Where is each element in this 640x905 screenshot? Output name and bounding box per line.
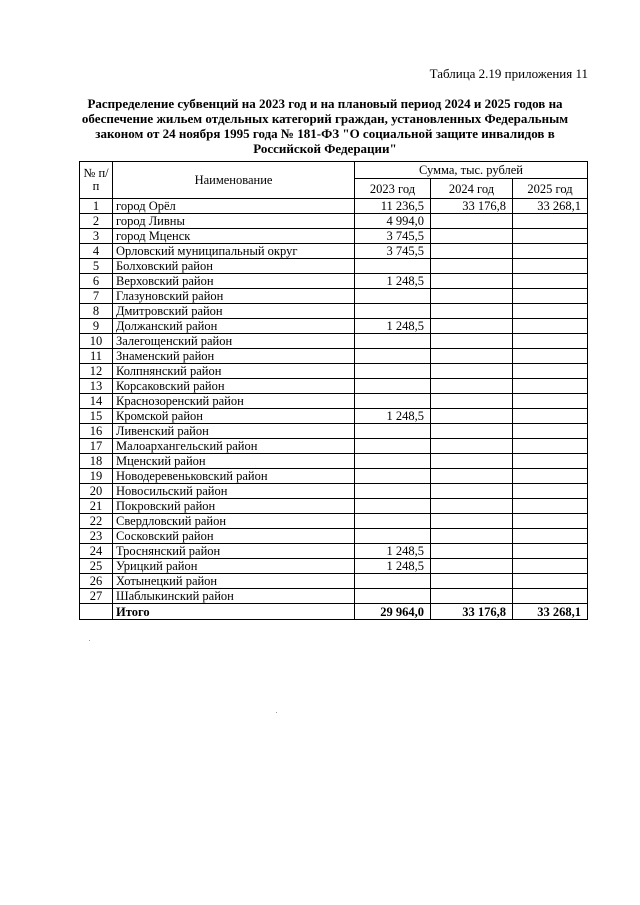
row-2024 [431,544,513,559]
row-2025 [513,244,588,259]
row-name: Должанский район [113,319,355,334]
row-2024 [431,454,513,469]
row-2025: 33 268,1 [513,199,588,214]
row-name: Хотынецкий район [113,574,355,589]
row-number: 27 [80,589,113,604]
scan-speck [89,640,90,641]
row-2024 [431,214,513,229]
row-name: Новосильский район [113,484,355,499]
row-name: Урицкий район [113,559,355,574]
row-2023 [355,439,431,454]
table-row [80,199,588,214]
row-number: 24 [80,544,113,559]
row-2024 [431,589,513,604]
row-number: 12 [80,364,113,379]
table-row [80,454,588,469]
row-2023 [355,469,431,484]
header-2025: 2025 год [513,179,588,199]
row-2024 [431,574,513,589]
row-2023 [355,259,431,274]
row-name: Сосковский район [113,529,355,544]
table-reference: Таблица 2.19 приложения 11 [429,66,588,81]
table-row [80,424,588,439]
table-row [80,289,588,304]
row-2025 [513,514,588,529]
table-row [80,379,588,394]
row-number: 6 [80,274,113,289]
row-number: 8 [80,304,113,319]
row-2023 [355,289,431,304]
row-2024 [431,229,513,244]
row-2024 [431,514,513,529]
table-row [80,529,588,544]
row-2023: 3 745,5 [355,244,431,259]
total-2023: 29 964,0 [355,604,431,620]
row-2025 [513,394,588,409]
row-2025 [513,469,588,484]
table-row [80,559,588,574]
row-2025 [513,214,588,229]
row-2023: 1 248,5 [355,319,431,334]
row-2023: 11 236,5 [355,199,431,214]
table-row [80,439,588,454]
row-2025 [513,259,588,274]
table-body [80,199,588,620]
row-number: 15 [80,409,113,424]
row-2025 [513,364,588,379]
row-2023 [355,589,431,604]
scan-speck [276,712,277,713]
row-number: 11 [80,349,113,364]
row-number: 9 [80,319,113,334]
table-row [80,229,588,244]
total-number [80,604,113,620]
total-label: Итого [113,604,355,620]
row-number: 26 [80,574,113,589]
row-2025 [513,409,588,424]
row-2023 [355,349,431,364]
table-row [80,214,588,229]
row-name: Корсаковский район [113,379,355,394]
row-2024 [431,409,513,424]
row-number: 10 [80,334,113,349]
row-2024 [431,259,513,274]
row-name: Малоархангельский район [113,439,355,454]
document-title: Распределение субвенций на 2023 год и на плановый период 2024 и 2025 годов на обеспечение жильем отдельных категорий граждан, установленных Федеральным законом от 24 ноября 1995 года № 181-ФЗ "О социальной защите инвалидов в Российской Федерации" [81,96,569,156]
row-number: 23 [80,529,113,544]
row-2023 [355,454,431,469]
row-name: Знаменский район [113,349,355,364]
row-number: 13 [80,379,113,394]
table-row [80,514,588,529]
row-name: Свердловский район [113,514,355,529]
row-name: Ливенский район [113,424,355,439]
row-2025 [513,289,588,304]
row-2024 [431,484,513,499]
row-2023 [355,334,431,349]
row-2025 [513,274,588,289]
row-number: 25 [80,559,113,574]
row-name: Верховский район [113,274,355,289]
row-2023 [355,514,431,529]
table-row [80,319,588,334]
row-2024 [431,364,513,379]
table-row [80,274,588,289]
row-name: город Орёл [113,199,355,214]
header-2024: 2024 год [431,179,513,199]
row-2024 [431,439,513,454]
row-name: Залегощенский район [113,334,355,349]
table-row [80,469,588,484]
row-number: 21 [80,499,113,514]
row-number: 19 [80,469,113,484]
table-row [80,574,588,589]
row-name: Мценский район [113,454,355,469]
row-2023: 1 248,5 [355,544,431,559]
total-2025: 33 268,1 [513,604,588,620]
row-number: 20 [80,484,113,499]
row-2025 [513,574,588,589]
row-number: 22 [80,514,113,529]
row-2024: 33 176,8 [431,199,513,214]
table-row [80,364,588,379]
row-2024 [431,244,513,259]
row-name: город Мценск [113,229,355,244]
row-2023 [355,529,431,544]
table-row [80,394,588,409]
row-2024 [431,469,513,484]
row-2023: 4 994,0 [355,214,431,229]
row-2025 [513,544,588,559]
row-2025 [513,454,588,469]
row-name: Болховский район [113,259,355,274]
row-2025 [513,589,588,604]
row-2024 [431,559,513,574]
table-row [80,304,588,319]
row-2023: 1 248,5 [355,559,431,574]
row-name: Кромской район [113,409,355,424]
row-number: 5 [80,259,113,274]
table-row [80,334,588,349]
row-2025 [513,334,588,349]
row-2024 [431,529,513,544]
row-2024 [431,289,513,304]
row-2025 [513,424,588,439]
table-row [80,499,588,514]
table-row [80,409,588,424]
row-2024 [431,349,513,364]
row-number: 16 [80,424,113,439]
row-2024 [431,394,513,409]
row-2025 [513,559,588,574]
row-2024 [431,304,513,319]
row-name: Глазуновский район [113,289,355,304]
table-row [80,589,588,604]
row-2024 [431,499,513,514]
row-2023: 1 248,5 [355,409,431,424]
row-number: 18 [80,454,113,469]
row-2023 [355,304,431,319]
header-name: Наименование [113,162,355,199]
row-number: 4 [80,244,113,259]
row-2025 [513,439,588,454]
row-number: 7 [80,289,113,304]
row-2023 [355,574,431,589]
row-2024 [431,379,513,394]
row-2025 [513,379,588,394]
row-name: Колпнянский район [113,364,355,379]
table-row [80,259,588,274]
row-2023: 3 745,5 [355,229,431,244]
row-2024 [431,334,513,349]
row-number: 17 [80,439,113,454]
header-num: № п/п [80,162,113,199]
row-number: 1 [80,199,113,214]
row-number: 3 [80,229,113,244]
row-2025 [513,229,588,244]
table-row [80,544,588,559]
header-2023: 2023 год [355,179,431,199]
row-name: Шаблыкинский район [113,589,355,604]
total-row [80,604,588,620]
row-number: 2 [80,214,113,229]
row-name: Краснозоренский район [113,394,355,409]
row-name: Новодеревеньковский район [113,469,355,484]
table-row [80,484,588,499]
row-2023 [355,364,431,379]
row-2023: 1 248,5 [355,274,431,289]
row-number: 14 [80,394,113,409]
table-row [80,244,588,259]
row-name: Орловский муниципальный округ [113,244,355,259]
subvention-table [79,161,588,620]
row-2023 [355,424,431,439]
row-2024 [431,274,513,289]
row-2023 [355,394,431,409]
row-2025 [513,304,588,319]
row-2023 [355,379,431,394]
row-name: Покровский район [113,499,355,514]
row-name: город Ливны [113,214,355,229]
row-2023 [355,499,431,514]
total-2024: 33 176,8 [431,604,513,620]
row-2023 [355,484,431,499]
row-2024 [431,424,513,439]
row-2025 [513,484,588,499]
table-row [80,349,588,364]
row-name: Дмитровский район [113,304,355,319]
row-name: Троснянский район [113,544,355,559]
row-2025 [513,499,588,514]
row-2024 [431,319,513,334]
row-2025 [513,529,588,544]
header-sum: Сумма, тыс. рублей [355,162,588,179]
row-2025 [513,349,588,364]
row-2025 [513,319,588,334]
